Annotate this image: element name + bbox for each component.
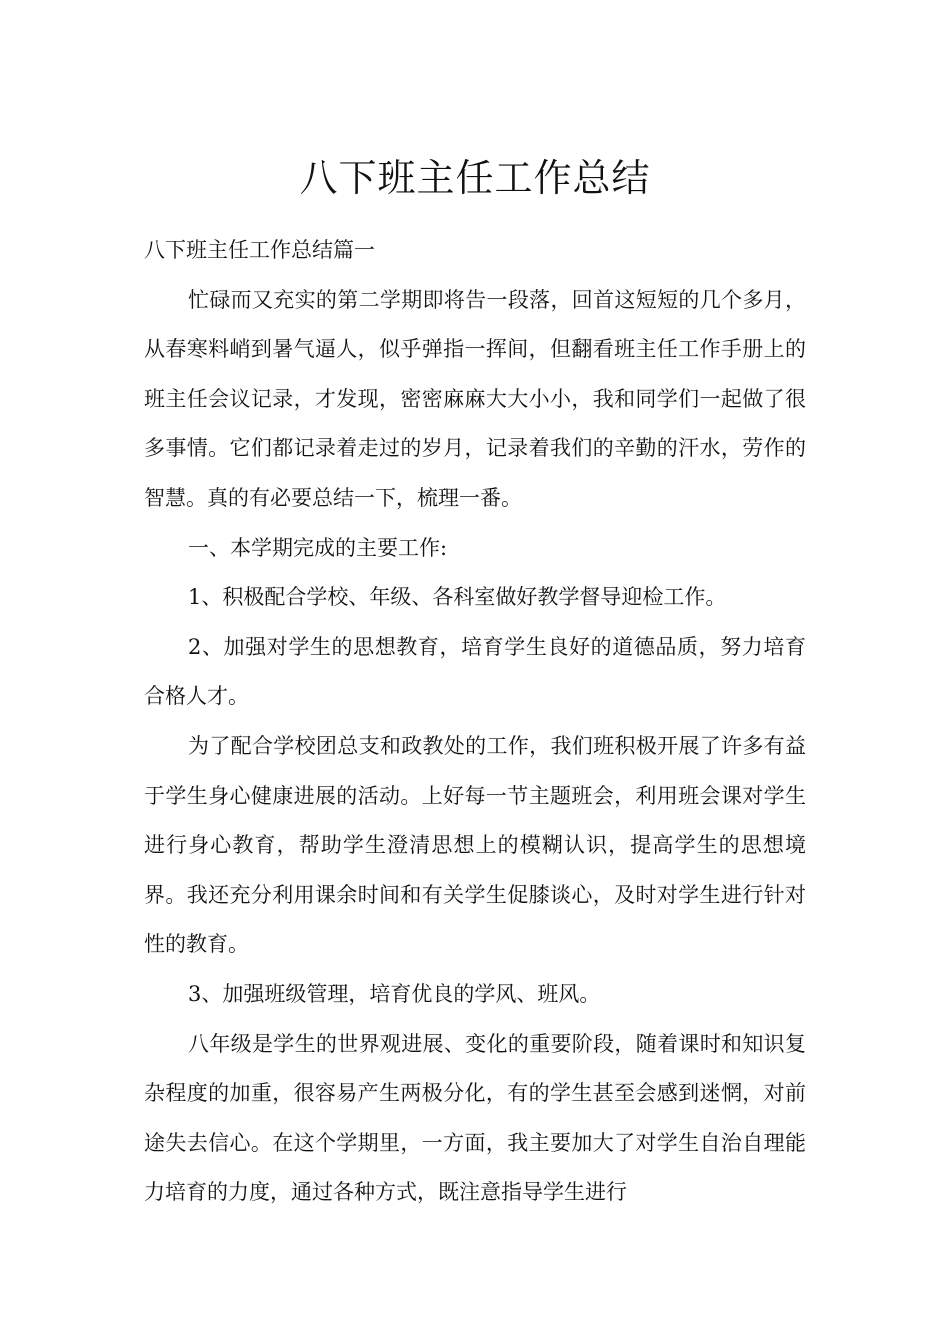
paragraph-item-3-detail: 八年级是学生的世界观进展、变化的重要阶段，随着课时和知识复杂程度的加重，很容易产生两极分化，有的学生甚至会感到迷惘，对前途失去信心。在这个学期里，一方面，我主要加大了对学生自治自理能力培育的力度，通过各种方式，既注意指导学生进行 [144, 1031, 806, 1205]
paragraph-item-2: 2、加强对学生的思想教育，培育学生良好的道德品质，努力培育合格人才。 [144, 634, 806, 709]
document-title: 八下班主任工作总结 [299, 156, 651, 201]
paragraph-item-2-detail: 为了配合学校团总支和政教处的工作，我们班积极开展了许多有益于学生身心健康进展的活动。上好每一节主题班会，利用班会课对学生进行身心教育，帮助学生澄清思想上的模糊认识，提高学生的思想境界。我还充分利用课余时间和有关学生促膝谈心，及时对学生进行针对性的教育。 [144, 733, 806, 957]
paragraph-item-1: 1、积极配合学校、年级、各科室做好教学督导迎检工作。 [188, 585, 727, 610]
section-heading: 八下班主任工作总结篇一 [144, 238, 375, 262]
document-body [144, 226, 806, 1218]
paragraph-section-one-heading: 一、本学期完成的主要工作: [188, 535, 448, 560]
paragraph-item-3: 3、加强班级管理，培育优良的学风、班风。 [188, 981, 601, 1006]
paragraph-intro: 忙碌而又充实的第二学期即将告一段落，回首这短短的几个多月，从春寒料峭到暑气逼人，似乎弹指一挥间，但翻看班主任工作手册上的班主任会议记录，才发现，密密麻麻大大小小，我和同学们一起做了很多事情。它们都记录着走过的岁月，记录着我们的辛勤的汗水，劳作的智慧。真的有必要总结一下，梳理一番。 [144, 287, 806, 510]
